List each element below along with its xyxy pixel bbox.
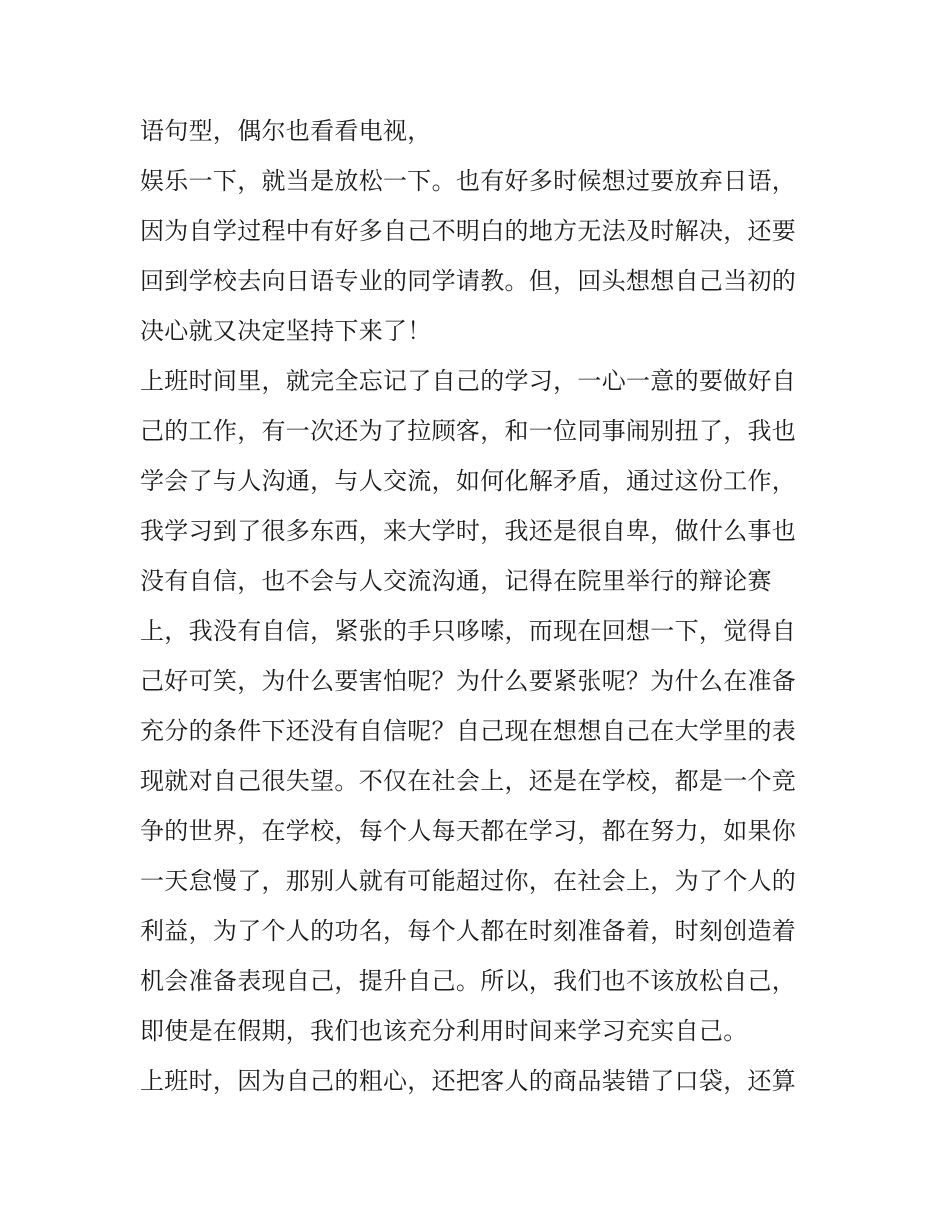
text-line: 决心就又决定坚持下来了！	[140, 317, 432, 345]
text-line: 没有自信，也不会与人交流沟通，记得在院里举行的辩论赛	[140, 567, 772, 595]
text-line: 己的工作，有一次还为了拉顾客，和一位同事闹别扭了，我也	[140, 417, 797, 445]
text-line: 娱乐一下，就当是放松一下。也有好多时候想过要放弃日语，	[140, 167, 797, 195]
text-line: 回到学校去向日语专业的同学请教。但，回头想想自己当初的	[140, 267, 797, 295]
text-line: 利益，为了个人的功名，每个人都在时刻准备着，时刻创造着	[140, 917, 797, 945]
text-line: 己好可笑，为什么要害怕呢？为什么要紧张呢？为什么在准备	[140, 667, 797, 695]
text-line: 因为自学过程中有好多自己不明白的地方无法及时解决，还要	[140, 217, 797, 245]
text-line: 语句型，偶尔也看看电视，	[140, 117, 432, 145]
text-line: 现就对自己很失望。不仅在社会上，还是在学校，都是一个竞	[140, 767, 797, 795]
text-line: 学会了与人沟通，与人交流，如何化解矛盾，通过这份工作，	[140, 467, 797, 495]
text-line: 充分的条件下还没有自信呢？自己现在想想自己在大学里的表	[140, 717, 797, 745]
text-line: 我学习到了很多东西，来大学时，我还是很自卑，做什么事也	[140, 517, 797, 545]
text-line: 上班时，因为自己的粗心，还把客人的商品装错了口袋，还算	[140, 1067, 797, 1095]
text-line: 即使是在假期，我们也该充分利用时间来学习充实自己。	[140, 1017, 748, 1045]
body-text	[140, 106, 830, 1106]
text-line: 机会准备表现自己，提升自己。所以，我们也不该放松自己，	[140, 967, 797, 995]
text-line: 上班时间里，就完全忘记了自己的学习，一心一意的要做好自	[140, 367, 797, 395]
text-line: 一天怠慢了，那别人就有可能超过你，在社会上，为了个人的	[140, 867, 797, 895]
text-line: 上，我没有自信，紧张的手只哆嗦，而现在回想一下，觉得自	[140, 617, 797, 645]
text-line: 争的世界，在学校，每个人每天都在学习，都在努力，如果你	[140, 817, 797, 845]
